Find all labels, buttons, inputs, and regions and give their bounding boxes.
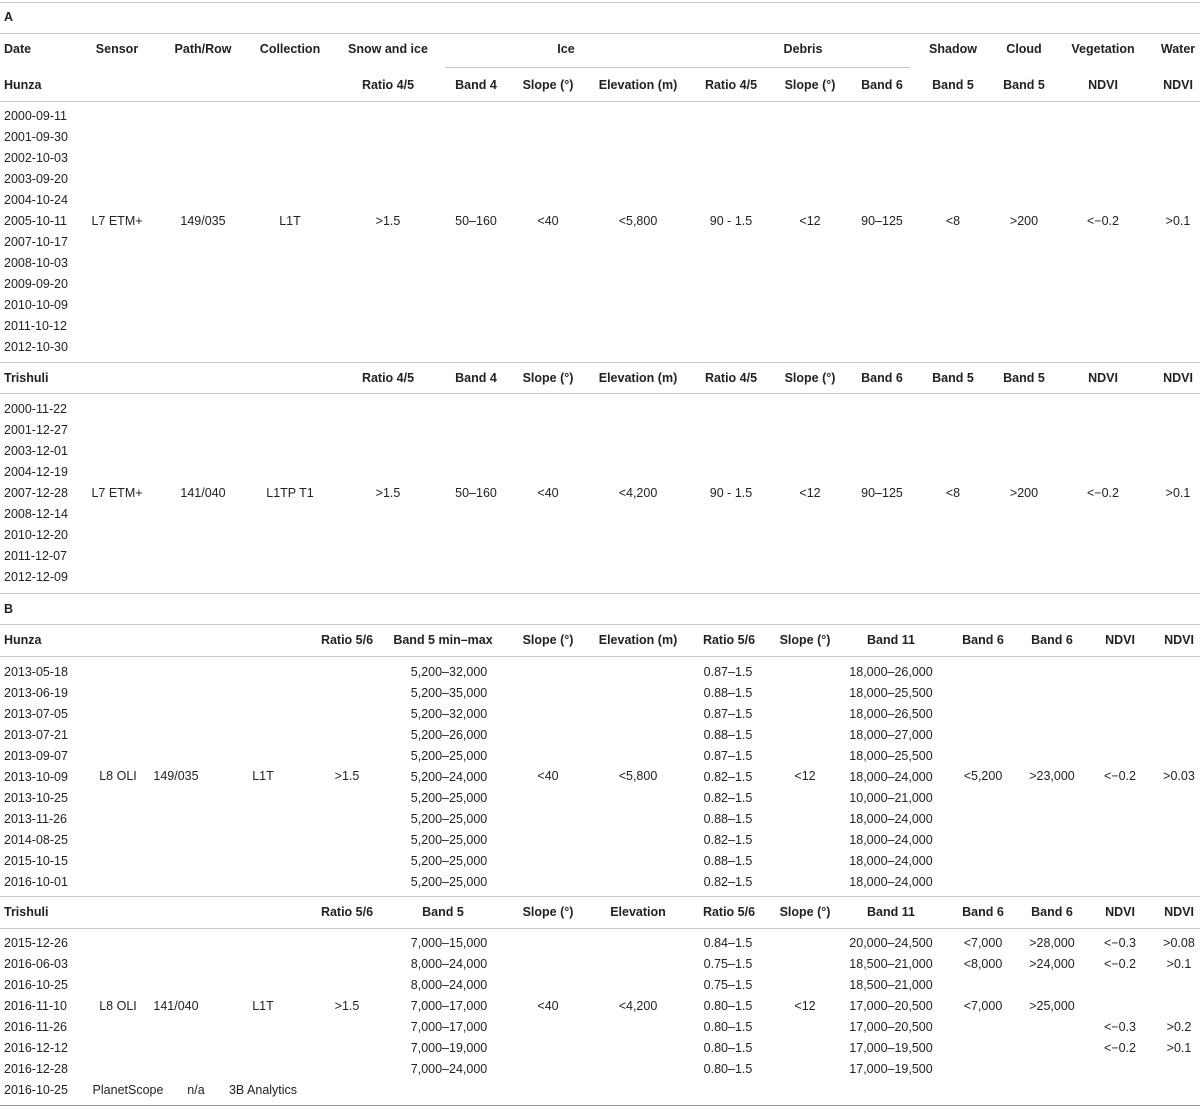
value-cell: >0.03 bbox=[1163, 769, 1195, 783]
sub-header: Band 11 bbox=[867, 633, 915, 647]
value-cell: 5,200–25,000 bbox=[410, 791, 488, 805]
sub-header: NDVI bbox=[1105, 905, 1135, 919]
date-cell: 2015-10-15 bbox=[4, 854, 68, 868]
site-name: Trishuli bbox=[4, 371, 49, 385]
date-cell: 2013-05-18 bbox=[4, 665, 68, 679]
value-cell: 8,000–24,000 bbox=[410, 978, 488, 992]
value-cell: L7 ETM+ bbox=[91, 214, 143, 228]
rule bbox=[0, 624, 1200, 625]
value-cell: >0.1 bbox=[1166, 1041, 1192, 1055]
value-cell: >0.08 bbox=[1163, 936, 1195, 950]
value-cell: 17,000–19,500 bbox=[849, 1062, 933, 1076]
value-cell: >28,000 bbox=[1029, 936, 1075, 950]
site-name: Hunza bbox=[4, 78, 42, 92]
date-cell: 2001-12-27 bbox=[4, 423, 68, 437]
value-cell: 0.88–1.5 bbox=[703, 812, 753, 826]
value-cell: <8 bbox=[945, 214, 961, 228]
sub-header: Band 5 bbox=[932, 371, 974, 385]
value-cell: 0.82–1.5 bbox=[703, 875, 753, 889]
sub-header: Slope (°) bbox=[522, 78, 574, 92]
sub-header: Band 6 bbox=[861, 371, 903, 385]
value-cell: 5,200–24,000 bbox=[410, 770, 488, 784]
value-cell: 141/040 bbox=[180, 486, 226, 500]
value-cell: <5,200 bbox=[963, 769, 1003, 783]
date-cell: 2005-10-11 bbox=[4, 214, 68, 228]
date-cell: 2016-10-01 bbox=[4, 875, 68, 889]
sub-header: Ratio 4/5 bbox=[361, 371, 415, 385]
value-cell: L1T bbox=[279, 214, 301, 228]
value-cell: 149/035 bbox=[153, 769, 199, 783]
date-cell: 2011-12-07 bbox=[4, 549, 68, 563]
value-cell: L8 OLI bbox=[99, 999, 137, 1013]
sub-header: Slope (°) bbox=[779, 905, 831, 919]
value-cell: 18,000–24,000 bbox=[849, 833, 933, 847]
sub-header: Band 6 bbox=[861, 78, 903, 92]
value-cell: 3B Analytics bbox=[228, 1083, 298, 1097]
table-label: B bbox=[4, 602, 14, 616]
value-cell: 0.82–1.5 bbox=[703, 833, 753, 847]
value-cell: 18,000–26,000 bbox=[849, 665, 933, 679]
sub-header: Band 5 min–max bbox=[393, 633, 493, 647]
value-cell: 18,000–25,500 bbox=[849, 686, 933, 700]
date-cell: 2015-12-26 bbox=[4, 936, 68, 950]
value-cell: 0.82–1.5 bbox=[703, 770, 753, 784]
value-cell: 90 - 1.5 bbox=[709, 486, 753, 500]
value-cell: 10,000–21,000 bbox=[849, 791, 933, 805]
table-label: A bbox=[4, 10, 14, 24]
date-cell: 2000-11-22 bbox=[4, 402, 68, 416]
date-cell: 2007-12-28 bbox=[4, 486, 68, 500]
value-cell: >1.5 bbox=[334, 999, 360, 1013]
date-cell: 2008-12-14 bbox=[4, 507, 68, 521]
value-cell: 18,000–24,000 bbox=[849, 854, 933, 868]
date-cell: 2013-10-09 bbox=[4, 770, 68, 784]
value-cell: 0.88–1.5 bbox=[703, 728, 753, 742]
value-cell: 18,000–24,000 bbox=[849, 875, 933, 889]
value-cell: 20,000–24,500 bbox=[849, 936, 933, 950]
value-cell: 0.84–1.5 bbox=[703, 936, 753, 950]
value-cell: 90–125 bbox=[861, 486, 903, 500]
date-cell: 2013-07-05 bbox=[4, 707, 68, 721]
value-cell: 90 - 1.5 bbox=[709, 214, 753, 228]
sub-header: Band 5 bbox=[422, 905, 464, 919]
value-cell: <7,000 bbox=[963, 999, 1003, 1013]
value-cell: 18,000–25,500 bbox=[849, 749, 933, 763]
value-cell: L1T bbox=[252, 999, 274, 1013]
value-cell: 0.80–1.5 bbox=[703, 1041, 753, 1055]
value-cell: 7,000–24,000 bbox=[410, 1062, 488, 1076]
value-cell: 7,000–19,000 bbox=[410, 1041, 488, 1055]
value-cell: 7,000–15,000 bbox=[410, 936, 488, 950]
value-cell: <4,200 bbox=[618, 999, 658, 1013]
date-cell: 2013-06-19 bbox=[4, 686, 68, 700]
value-cell: >0.1 bbox=[1166, 957, 1192, 971]
sub-header: Ratio 4/5 bbox=[704, 78, 758, 92]
rule bbox=[0, 593, 1200, 594]
date-cell: 2014-08-25 bbox=[4, 833, 68, 847]
date-cell: 2009-09-20 bbox=[4, 277, 68, 291]
value-cell: 18,000–26,500 bbox=[849, 707, 933, 721]
date-cell: 2002-10-03 bbox=[4, 151, 68, 165]
value-cell: 0.80–1.5 bbox=[703, 1020, 753, 1034]
value-cell: 17,000–20,500 bbox=[849, 1020, 933, 1034]
rule bbox=[0, 362, 1200, 363]
date-cell: 2016-10-25 bbox=[4, 978, 68, 992]
group-underline bbox=[445, 67, 910, 68]
date-cell: 2013-09-07 bbox=[4, 749, 68, 763]
value-cell: <12 bbox=[794, 999, 816, 1013]
column-header: Water bbox=[1160, 42, 1196, 56]
value-cell: >1.5 bbox=[375, 486, 401, 500]
value-cell: 17,000–20,500 bbox=[849, 999, 933, 1013]
value-cell: >200 bbox=[1009, 214, 1039, 228]
value-cell: 0.75–1.5 bbox=[703, 978, 753, 992]
sub-header: Ratio 5/6 bbox=[702, 905, 756, 919]
value-cell: 17,000–19,500 bbox=[849, 1041, 933, 1055]
date-cell: 2016-06-03 bbox=[4, 957, 68, 971]
value-cell: <5,800 bbox=[618, 769, 658, 783]
value-cell: 18,500–21,000 bbox=[849, 978, 933, 992]
date-cell: 2016-11-10 bbox=[4, 999, 68, 1013]
date-cell: 2003-09-20 bbox=[4, 172, 68, 186]
value-cell: 5,200–26,000 bbox=[410, 728, 488, 742]
date-cell: 2011-10-12 bbox=[4, 319, 68, 333]
value-cell: <−0.2 bbox=[1087, 486, 1119, 500]
value-cell: 0.87–1.5 bbox=[703, 707, 753, 721]
value-cell: L8 OLI bbox=[99, 769, 137, 783]
sub-header: Band 6 bbox=[962, 633, 1004, 647]
value-cell: PlanetScope bbox=[92, 1083, 164, 1097]
date-cell: 2013-11-26 bbox=[4, 812, 68, 826]
rule bbox=[0, 2, 1200, 3]
column-header: Sensor bbox=[95, 42, 139, 56]
sub-header: Ratio 4/5 bbox=[361, 78, 415, 92]
sub-header: Ratio 5/6 bbox=[320, 633, 374, 647]
rule bbox=[0, 1105, 1200, 1106]
rule bbox=[0, 101, 1200, 102]
sub-header: NDVI bbox=[1088, 78, 1118, 92]
value-cell: 50–160 bbox=[455, 486, 497, 500]
value-cell: L1TP T1 bbox=[266, 486, 314, 500]
value-cell: 0.87–1.5 bbox=[703, 749, 753, 763]
date-cell: 2016-11-26 bbox=[4, 1020, 68, 1034]
sub-header: Band 11 bbox=[867, 905, 915, 919]
sub-header: Band 6 bbox=[962, 905, 1004, 919]
value-cell: 5,200–35,000 bbox=[410, 686, 488, 700]
sub-header: NDVI bbox=[1164, 633, 1194, 647]
value-cell: 0.88–1.5 bbox=[703, 854, 753, 868]
value-cell: <12 bbox=[799, 214, 821, 228]
value-cell: 141/040 bbox=[153, 999, 199, 1013]
value-cell: 8,000–24,000 bbox=[410, 957, 488, 971]
sub-header: Band 5 bbox=[1003, 371, 1045, 385]
sub-header: Band 5 bbox=[932, 78, 974, 92]
value-cell: 5,200–25,000 bbox=[410, 833, 488, 847]
value-cell: 18,000–27,000 bbox=[849, 728, 933, 742]
value-cell: 7,000–17,000 bbox=[410, 999, 488, 1013]
value-cell: 18,000–24,000 bbox=[849, 812, 933, 826]
sub-header: NDVI bbox=[1088, 371, 1118, 385]
sub-header: NDVI bbox=[1164, 905, 1194, 919]
rule bbox=[0, 896, 1200, 897]
value-cell: 5,200–25,000 bbox=[410, 749, 488, 763]
value-cell: 0.80–1.5 bbox=[703, 999, 753, 1013]
sub-header: Elevation (m) bbox=[598, 371, 678, 385]
sub-header: Slope (°) bbox=[522, 633, 574, 647]
value-cell: 18,000–24,000 bbox=[849, 770, 933, 784]
value-cell: <−0.2 bbox=[1104, 1041, 1136, 1055]
value-cell: <12 bbox=[794, 769, 816, 783]
value-cell: <−0.2 bbox=[1104, 769, 1136, 783]
value-cell: >1.5 bbox=[375, 214, 401, 228]
rule bbox=[0, 928, 1200, 929]
value-cell: >25,000 bbox=[1029, 999, 1075, 1013]
value-cell: <8,000 bbox=[963, 957, 1003, 971]
date-cell: 2016-12-28 bbox=[4, 1062, 68, 1076]
sub-header: NDVI bbox=[1163, 371, 1193, 385]
sub-header: Ratio 4/5 bbox=[704, 371, 758, 385]
sub-header: Band 4 bbox=[455, 371, 497, 385]
sub-header: Elevation bbox=[610, 905, 666, 919]
column-header: Cloud bbox=[1006, 42, 1042, 56]
value-cell: <40 bbox=[537, 486, 559, 500]
column-header: Date bbox=[4, 42, 32, 56]
value-cell: <40 bbox=[537, 769, 559, 783]
value-cell: <4,200 bbox=[618, 486, 658, 500]
sub-header: NDVI bbox=[1105, 633, 1135, 647]
value-cell: <12 bbox=[799, 486, 821, 500]
column-header: Debris bbox=[783, 42, 823, 56]
value-cell: 7,000–17,000 bbox=[410, 1020, 488, 1034]
date-cell: 2004-12-19 bbox=[4, 465, 68, 479]
value-cell: 0.82–1.5 bbox=[703, 791, 753, 805]
sub-header: Band 5 bbox=[1003, 78, 1045, 92]
sub-header: Elevation (m) bbox=[598, 78, 678, 92]
value-cell: >24,000 bbox=[1029, 957, 1075, 971]
sub-header: Elevation (m) bbox=[598, 633, 678, 647]
value-cell: 0.88–1.5 bbox=[703, 686, 753, 700]
date-cell: 2008-10-03 bbox=[4, 256, 68, 270]
value-cell: 149/035 bbox=[180, 214, 226, 228]
value-cell: L7 ETM+ bbox=[91, 486, 143, 500]
value-cell: <−0.2 bbox=[1104, 957, 1136, 971]
date-cell: 2007-10-17 bbox=[4, 235, 68, 249]
sub-header: Band 6 bbox=[1031, 633, 1073, 647]
date-cell: 2013-07-21 bbox=[4, 728, 68, 742]
sub-header: Ratio 5/6 bbox=[320, 905, 374, 919]
value-cell: 5,200–25,000 bbox=[410, 875, 488, 889]
sub-header: Slope (°) bbox=[522, 371, 574, 385]
sub-header: Ratio 5/6 bbox=[702, 633, 756, 647]
date-cell: 2003-12-01 bbox=[4, 444, 68, 458]
date-cell: 2012-12-09 bbox=[4, 570, 68, 584]
value-cell: >0.2 bbox=[1166, 1020, 1192, 1034]
column-header: Ice bbox=[557, 42, 575, 56]
value-cell: >0.1 bbox=[1165, 214, 1191, 228]
value-cell: <−0.2 bbox=[1087, 214, 1119, 228]
value-cell: 90–125 bbox=[861, 214, 903, 228]
date-cell: 2013-10-25 bbox=[4, 791, 68, 805]
value-cell: <40 bbox=[537, 214, 559, 228]
value-cell: <7,000 bbox=[963, 936, 1003, 950]
date-cell: 2010-12-20 bbox=[4, 528, 68, 542]
date-cell: 2000-09-11 bbox=[4, 109, 68, 123]
sub-header: Slope (°) bbox=[779, 633, 831, 647]
value-cell: 5,200–32,000 bbox=[410, 707, 488, 721]
date-cell: 2012-10-30 bbox=[4, 340, 68, 354]
value-cell: n/a bbox=[187, 1083, 205, 1097]
value-cell: 5,200–25,000 bbox=[410, 812, 488, 826]
value-cell: >1.5 bbox=[334, 769, 360, 783]
rule bbox=[0, 656, 1200, 657]
sub-header: Slope (°) bbox=[522, 905, 574, 919]
value-cell: <−0.3 bbox=[1104, 936, 1136, 950]
date-cell: 2004-10-24 bbox=[4, 193, 68, 207]
value-cell: L1T bbox=[252, 769, 274, 783]
sub-header: Band 6 bbox=[1031, 905, 1073, 919]
column-header: Path/Row bbox=[174, 42, 232, 56]
column-header: Vegetation bbox=[1071, 42, 1135, 56]
value-cell: 18,500–21,000 bbox=[849, 957, 933, 971]
column-header: Collection bbox=[259, 42, 321, 56]
value-cell: 50–160 bbox=[455, 214, 497, 228]
rule bbox=[0, 33, 1200, 34]
date-cell: 2001-09-30 bbox=[4, 130, 68, 144]
value-cell: 5,200–25,000 bbox=[410, 854, 488, 868]
date-cell: 2016-12-12 bbox=[4, 1041, 68, 1055]
date-cell: 2010-10-09 bbox=[4, 298, 68, 312]
value-cell: 0.75–1.5 bbox=[703, 957, 753, 971]
sub-header: Slope (°) bbox=[784, 371, 836, 385]
value-cell: <8 bbox=[945, 486, 961, 500]
value-cell: >0.1 bbox=[1165, 486, 1191, 500]
value-cell: <5,800 bbox=[618, 214, 658, 228]
value-cell: >23,000 bbox=[1029, 769, 1075, 783]
value-cell: 5,200–32,000 bbox=[410, 665, 488, 679]
sub-header: NDVI bbox=[1163, 78, 1193, 92]
sub-header: Slope (°) bbox=[784, 78, 836, 92]
date-cell: 2016-10-25 bbox=[4, 1083, 68, 1097]
column-header: Snow and ice bbox=[348, 42, 428, 56]
value-cell: <40 bbox=[537, 999, 559, 1013]
value-cell: 0.87–1.5 bbox=[703, 665, 753, 679]
value-cell: >200 bbox=[1009, 486, 1039, 500]
value-cell: 0.80–1.5 bbox=[703, 1062, 753, 1076]
column-header: Shadow bbox=[929, 42, 977, 56]
value-cell: <−0.3 bbox=[1104, 1020, 1136, 1034]
rule bbox=[0, 393, 1200, 394]
site-name: Hunza bbox=[4, 633, 42, 647]
site-name: Trishuli bbox=[4, 905, 49, 919]
sub-header: Band 4 bbox=[455, 78, 497, 92]
